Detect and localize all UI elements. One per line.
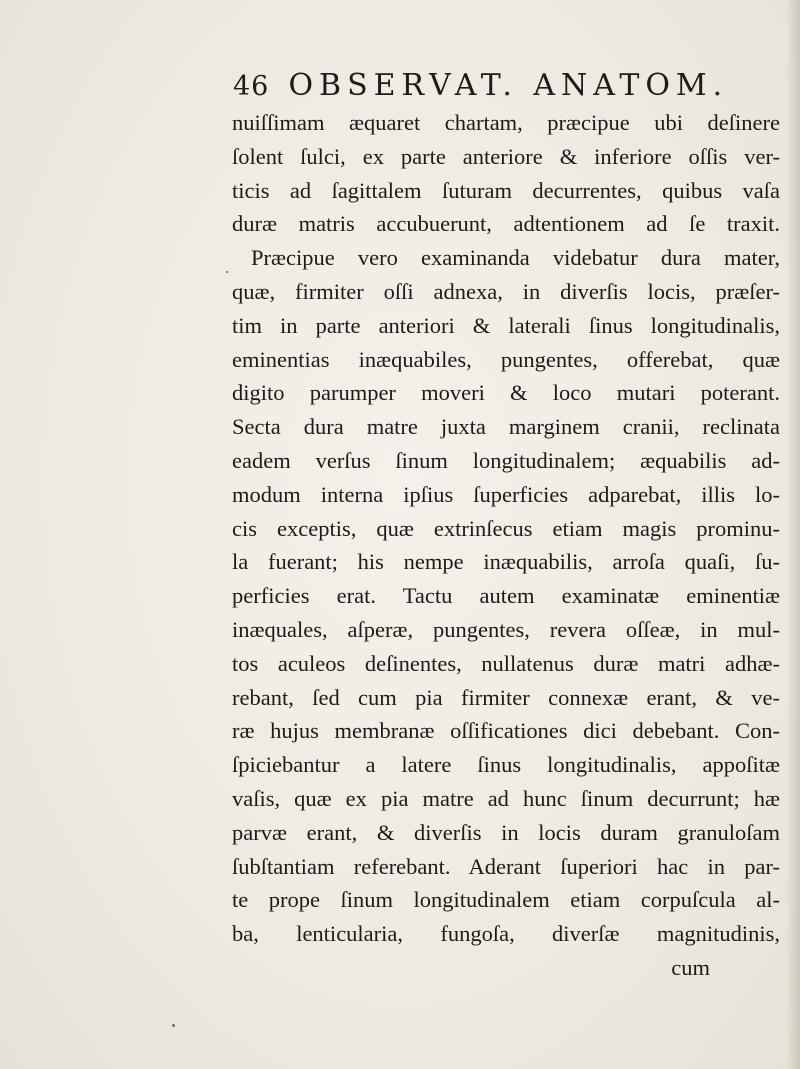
paper-speck bbox=[172, 1024, 175, 1027]
body-text bbox=[232, 106, 780, 985]
text-line: eminentias inæquabiles, pungentes, offerebat, quæ bbox=[232, 346, 780, 372]
text-line: vaſis, quæ ex pia matre ad hunc ſinum decurrunt; hæ bbox=[232, 785, 780, 811]
text-line: rebant, ſed cum pia firmiter connexæ erant, & ve- bbox=[232, 684, 780, 710]
text-line: duræ matris accubuerunt, adtentionem ad ſe traxit. bbox=[232, 211, 780, 237]
text-line: tim in parte anteriori & laterali ſinus longitudinalis, bbox=[232, 312, 780, 338]
text-line: ba, lenticularia, fungoſa, diverſæ magnitudinis, bbox=[232, 921, 780, 947]
running-title: OBSERVAT. ANATOM. bbox=[288, 68, 729, 103]
text-line: te prope ſinum longitudinalem etiam corpuſcula al- bbox=[232, 887, 780, 913]
text-line: Præcipue vero examinanda videbatur dura mater, bbox=[251, 245, 780, 271]
text-line: Secta dura matre juxta marginem cranii, reclinata bbox=[232, 414, 780, 440]
text-line: digito parumper moveri & loco mutari poterant. bbox=[232, 380, 780, 406]
text-line: ſolent ſulci, ex parte anteriore & inferiore oſſis ver- bbox=[232, 143, 780, 169]
text-line: ticis ad ſagittalem ſuturam decurrentes, quibus vaſa bbox=[232, 177, 780, 203]
text-line: inæquales, aſperæ, pungentes, revera oſſeæ, in mul- bbox=[232, 616, 780, 642]
text-line: ſubſtantiam referebant. Aderant ſuperiori hac in par- bbox=[232, 853, 780, 879]
text-line: parvæ erant, & diverſis in locis duram granuloſam bbox=[232, 819, 780, 845]
text-line: modum interna ipſius ſuperficies adparebat, illis lo- bbox=[232, 481, 780, 507]
text-line: eadem verſus ſinum longitudinalem; æquabilis ad- bbox=[232, 447, 780, 473]
paper-speck bbox=[226, 271, 228, 273]
text-line: nuiſſimam æquaret chartam, præcipue ubi deſinere bbox=[232, 110, 780, 135]
page-edge-shadow bbox=[786, 0, 800, 1069]
catchword: cum bbox=[671, 954, 710, 980]
running-header bbox=[233, 68, 728, 103]
page-number: 46 bbox=[233, 71, 270, 102]
text-line: la fuerant; his nempe inæquabilis, arroſa quaſi, ſu- bbox=[232, 549, 780, 575]
text-line: cis exceptis, quæ extrinſecus etiam magis prominu- bbox=[232, 515, 780, 541]
text-line: ræ hujus membranæ oſſificationes dici debebant. Con- bbox=[232, 718, 780, 744]
text-line: perficies erat. Tactu autem examinatæ eminentiæ bbox=[232, 583, 780, 609]
text-line: quæ, firmiter oſſi adnexa, in diverſis locis, præſer- bbox=[232, 278, 780, 304]
text-line: ſpiciebantur a latere ſinus longitudinalis, appoſitæ bbox=[232, 752, 780, 778]
text-line: tos aculeos deſinentes, nullatenus duræ matri adhæ- bbox=[232, 650, 780, 676]
